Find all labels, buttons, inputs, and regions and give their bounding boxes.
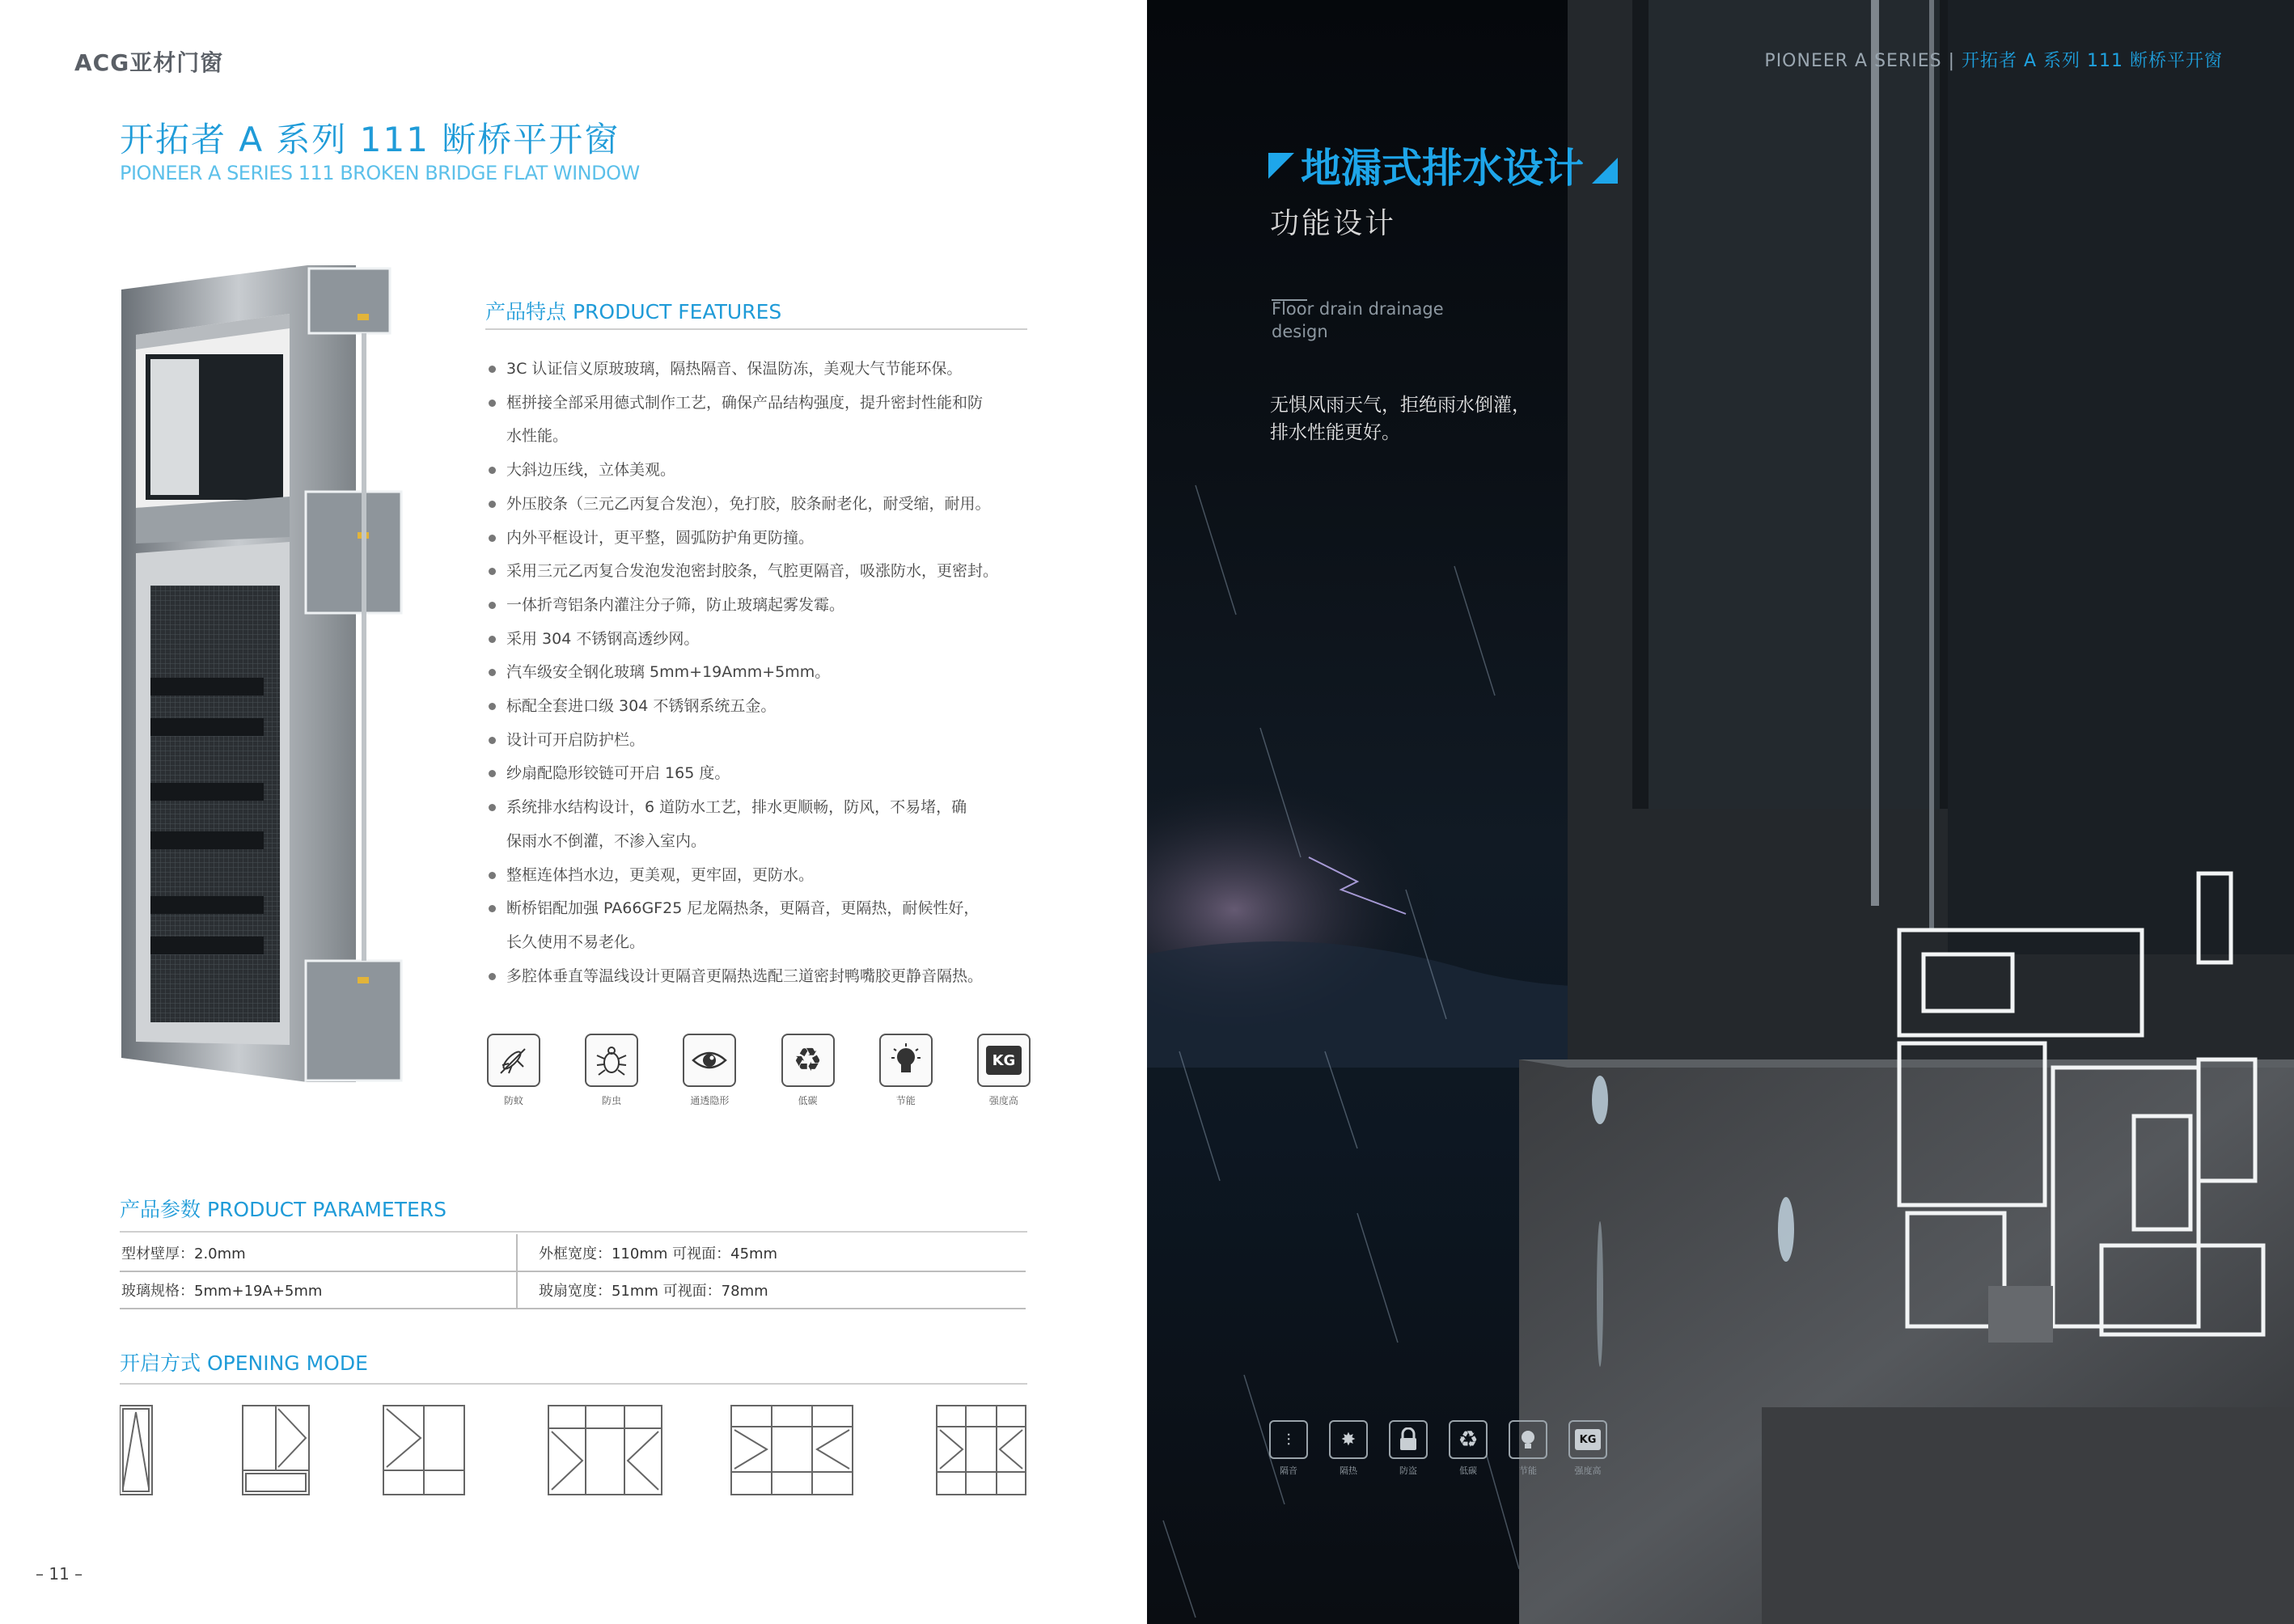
triangle-marker-icon <box>1268 153 1294 179</box>
sound-insulation-icon: ⫶ <box>1286 1430 1291 1449</box>
feature-item: 一体折弯铝条内灌注分子筛，防止玻璃起雾发霉。 <box>485 589 1035 623</box>
feature-item: 3C 认证信义原玻玻璃，隔热隔音、保温防冻，美观大气节能环保。 <box>485 353 1035 387</box>
recycle-icon: ♻ <box>793 1042 823 1079</box>
page-title: 开拓者 A 系列 111 断桥平开窗 <box>120 120 620 159</box>
params-heading: 产品参数 PRODUCT PARAMETERS <box>120 1198 447 1221</box>
feature-icon-bug: 防虫 <box>583 1034 640 1107</box>
params-table <box>120 1234 1026 1309</box>
function-icon-lock: 防盗 <box>1388 1420 1428 1477</box>
mode-diagram-1 <box>120 1406 152 1495</box>
feature-item: 大斜边压线，立体美观。 <box>485 454 1035 488</box>
feature-icons <box>485 1034 1032 1107</box>
feature-item: 内外平框设计，更平整，圆弧防护角更防撞。 <box>485 522 1035 556</box>
section-title: 地漏式排水设计 <box>1268 136 1618 194</box>
param-cell: 型材壁厚：2.0mm <box>120 1234 517 1271</box>
opening-mode-diagrams <box>120 1404 1027 1499</box>
triangle-marker-icon <box>1592 158 1618 184</box>
feature-icon-mosquito: 防蚊 <box>485 1034 542 1107</box>
function-icon-heat: ✸ 隔热 <box>1328 1420 1369 1477</box>
feature-item: 标配全套进口级 304 不锈钢系统五金。 <box>485 690 1035 724</box>
param-cell: 外框宽度：110mm 可视面：45mm <box>517 1234 1026 1271</box>
brand-logo: ACG亚材门窗 <box>74 49 224 76</box>
param-cell: 玻扇宽度：51mm 可视面：78mm <box>517 1271 1026 1309</box>
function-icon-kg: KG 强度高 <box>1568 1420 1608 1477</box>
feature-item: 框拼接全部采用德式制作工艺，确保产品结构强度，提升密封性能和防 <box>485 387 1035 421</box>
running-header: PIONEER A SERIES | 开拓者 A 系列 111 断桥平开窗 <box>1764 51 2223 71</box>
page-number: – 11 – <box>36 1564 83 1584</box>
feature-icon-recycle: ♻ 低碳 <box>780 1034 836 1107</box>
mode-diagram-5 <box>731 1406 853 1495</box>
opening-divider <box>120 1383 1027 1385</box>
features-divider <box>485 328 1027 330</box>
page-title-en: PIONEER A SERIES 111 BROKEN BRIDGE FLAT WINDOW <box>120 162 640 184</box>
mode-diagram-3 <box>383 1406 464 1495</box>
function-icon-recycle: ♻ 低碳 <box>1448 1420 1488 1477</box>
features-heading: 产品特点 PRODUCT FEATURES <box>485 300 782 324</box>
feature-icon-kg: KG 强度高 <box>976 1034 1032 1107</box>
heat-insulation-icon: ✸ <box>1340 1429 1357 1450</box>
opening-heading: 开启方式 OPENING MODE <box>120 1351 368 1375</box>
section-title-en: Floor drain drainage design <box>1272 299 1444 341</box>
table-row <box>120 1234 1026 1271</box>
feature-item: 汽车级安全钢化玻璃 5mm+19Amm+5mm。 <box>485 656 1035 690</box>
feature-item: 系统排水结构设计，6 道防水工艺，排水更顺畅，防风，不易堵，确 <box>485 791 1035 825</box>
right-page <box>1147 0 2294 1624</box>
lightbulb-icon <box>1518 1427 1538 1452</box>
features-list <box>485 353 1035 993</box>
recycle-icon: ♻ <box>1458 1426 1479 1453</box>
function-icons <box>1268 1420 1608 1477</box>
mode-diagram-4 <box>548 1406 662 1495</box>
feature-item: 采用 304 不锈钢高透纱网。 <box>485 623 1035 657</box>
mode-diagram-2 <box>243 1406 309 1495</box>
feature-item-continued: 保雨水不倒灌，不渗入室内。 <box>506 831 707 850</box>
lightbulb-icon <box>890 1042 922 1078</box>
mosquito-icon <box>496 1042 531 1078</box>
feature-item: 整框连体挡水边，更美观，更牢固，更防水。 <box>485 859 1035 893</box>
bug-icon <box>594 1042 629 1078</box>
params-divider <box>120 1231 1027 1233</box>
table-row <box>120 1271 1026 1309</box>
section-description: 无惧风雨天气，拒绝雨水倒灌， 排水性能更好。 <box>1270 395 1530 443</box>
feature-item: 采用三元乙丙复合发泡发泡密封胶条，气腔更隔音，吸涨防水，更密封。 <box>485 555 1035 589</box>
eye-icon <box>691 1042 728 1078</box>
feature-icon-eye: 通透隐形 <box>681 1034 738 1107</box>
feature-item: 多腔体垂直等温线设计更隔音更隔热选配三道密封鸭嘴胶更静音隔热。 <box>485 960 1035 994</box>
storm-background-image <box>1147 0 2294 1624</box>
feature-item-continued: 水性能。 <box>506 427 569 446</box>
mode-diagram-6 <box>937 1406 1026 1495</box>
feature-item: 设计可开启防护栏。 <box>485 724 1035 758</box>
section-subtitle: 功能设计 <box>1270 207 1397 240</box>
feature-item: 外压胶条（三元乙丙复合发泡），免打胶，胶条耐老化，耐受缩，耐用。 <box>485 488 1035 522</box>
function-icon-sound: ⫶ 隔音 <box>1268 1420 1309 1477</box>
feature-item: 断桥铝配加强 PA66GF25 尼龙隔热条，更隔音，更隔热，耐候性好， <box>485 892 1035 926</box>
feature-item: 纱扇配隐形铰链可开启 165 度。 <box>485 757 1035 791</box>
function-icon-bulb: 节能 <box>1508 1420 1548 1477</box>
kg-weight-icon: KG <box>1575 1429 1601 1450</box>
lock-icon <box>1398 1427 1419 1452</box>
feature-item-continued: 长久使用不易老化。 <box>506 933 645 951</box>
feature-icon-lightbulb: 节能 <box>878 1034 934 1107</box>
kg-weight-icon: KG <box>986 1046 1022 1075</box>
param-cell: 玻璃规格：5mm+19A+5mm <box>120 1271 517 1309</box>
window-product-image <box>121 265 409 1082</box>
